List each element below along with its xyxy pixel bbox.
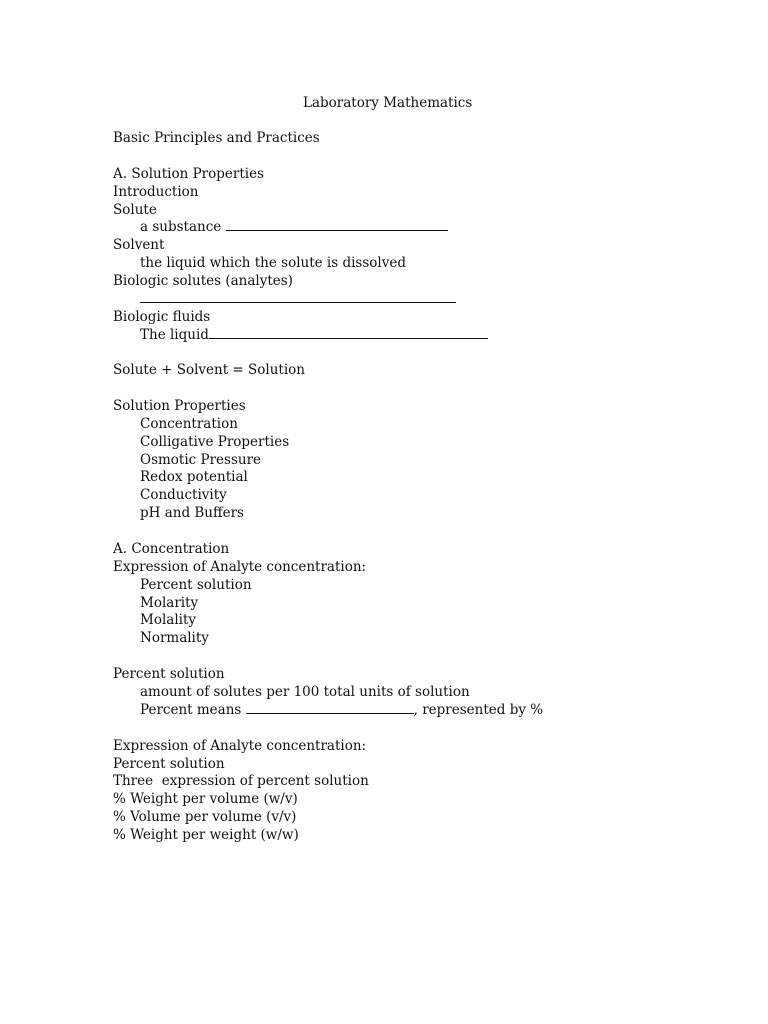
percent-type-item: % Weight per volume (w/v) [113, 791, 298, 807]
solution-properties-heading: Solution Properties [113, 398, 246, 414]
biologic-solutes-line [140, 290, 456, 308]
solute-definition-line [140, 218, 448, 236]
page-title: Laboratory Mathematics [303, 95, 473, 111]
expression-item: Percent solution [140, 577, 252, 593]
property-item: pH and Buffers [140, 505, 244, 521]
three-expressions: Three expression of percent solution [113, 773, 369, 789]
percent-means-suffix: , represented by % [413, 702, 544, 718]
solvent-heading: Solvent [113, 237, 165, 253]
solvent-definition: the liquid which the solute is dissolved [140, 255, 406, 271]
property-item: Concentration [140, 416, 238, 432]
fluids-definition-line [140, 326, 488, 344]
percent-solution-heading: Percent solution [113, 666, 225, 682]
solution-equation: Solute + Solvent = Solution [113, 362, 305, 378]
property-item: Conductivity [140, 487, 227, 503]
property-item: Redox potential [140, 469, 248, 485]
percent-solution-2: Percent solution [113, 756, 225, 772]
introduction-heading: Introduction [113, 184, 199, 200]
expression-item: Molarity [140, 595, 199, 611]
solute-definition: a substance [140, 219, 222, 235]
expression-item: Normality [140, 630, 209, 646]
biologic-solutes-heading: Biologic solutes (analytes) [113, 273, 293, 289]
fluids-definition: The liquid [140, 327, 209, 343]
percent-definition: amount of solutes per 100 total units of solution [140, 684, 470, 700]
percent-means-blank [246, 701, 414, 714]
percent-means-prefix: Percent means [140, 702, 242, 718]
subtitle: Basic Principles and Practices [113, 130, 320, 146]
expression-heading-2: Expression of Analyte concentration: [113, 738, 367, 754]
fluids-blank [209, 326, 488, 339]
property-item: Colligative Properties [140, 434, 290, 450]
solute-blank [226, 218, 448, 231]
property-item: Osmotic Pressure [140, 452, 262, 468]
biologic-fluids-heading: Biologic fluids [113, 309, 211, 325]
section-heading-solution-properties: A. Solution Properties [113, 166, 264, 182]
expression-item: Molality [140, 612, 197, 628]
expression-heading: Expression of Analyte concentration: [113, 559, 367, 575]
concentration-heading: A. Concentration [113, 541, 230, 557]
percent-type-item: % Volume per volume (v/v) [113, 809, 297, 825]
solute-heading: Solute [113, 202, 157, 218]
percent-type-item: % Weight per weight (w/w) [113, 827, 299, 843]
biologic-solutes-blank [140, 290, 456, 303]
percent-means-line [140, 701, 543, 719]
